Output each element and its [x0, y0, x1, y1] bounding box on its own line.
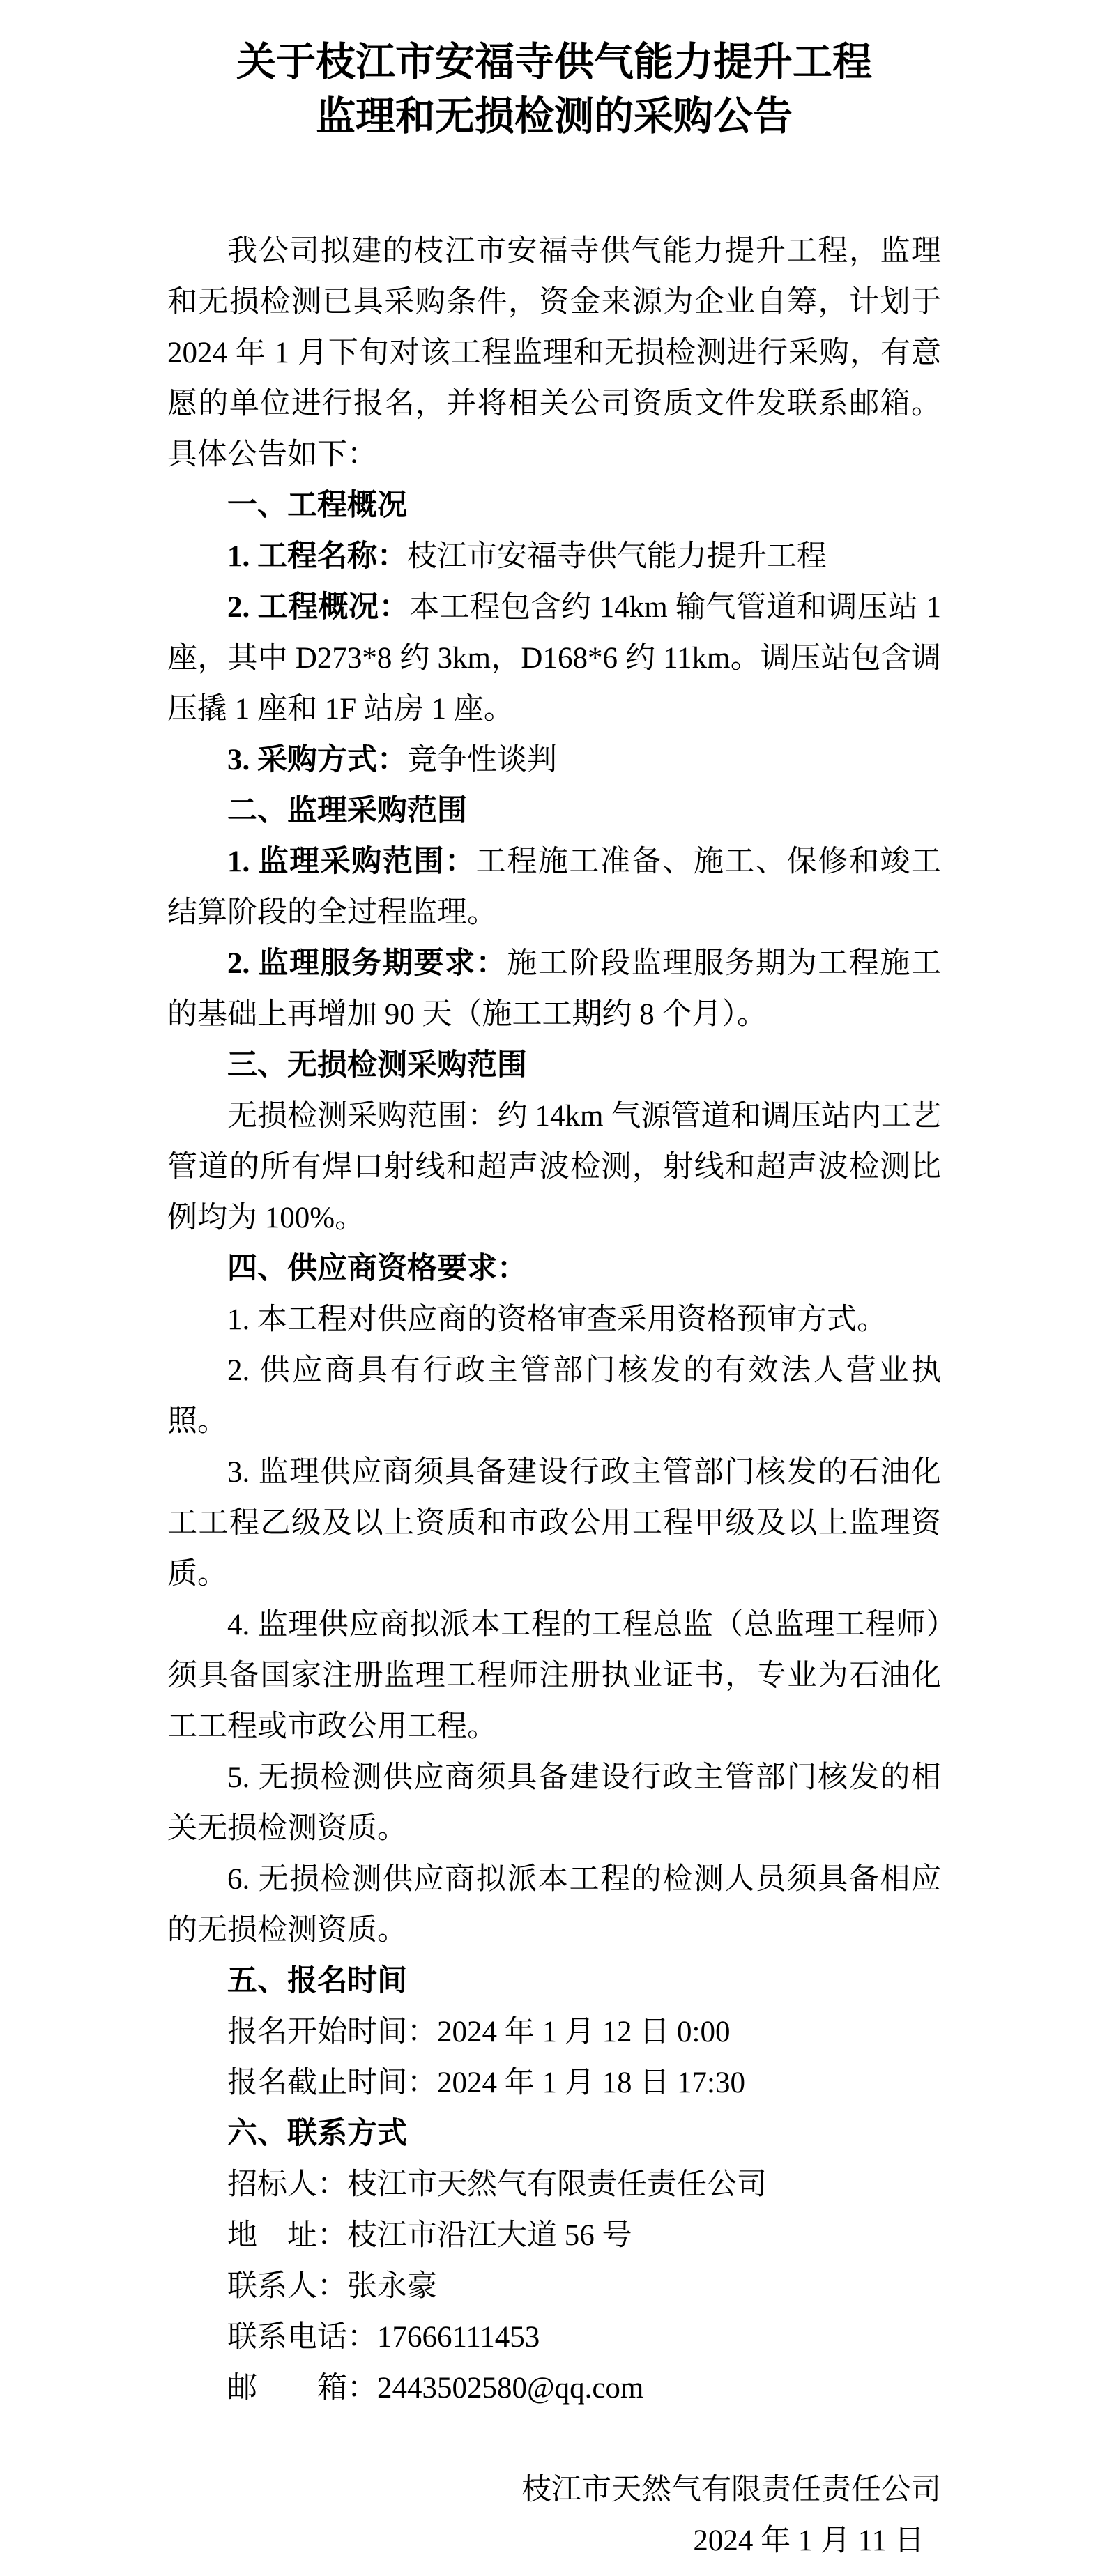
procurement-method-label: 3. 采购方式： [227, 744, 407, 776]
procurement-method-item [167, 735, 941, 785]
supervision-period-item [167, 938, 941, 1040]
supervision-scope-item [167, 836, 941, 938]
supervision-scope-value: 工程施工准备、施工、保修和竣工结算阶段的全过程监理。 [167, 845, 942, 929]
qualification-item-3: 3. 监理供应商须具备建设行政主管部门核发的石油化工工程乙级及以上资质和市政公用工程甲级及以上监理资质。 [167, 1456, 941, 1590]
supervision-period-value: 施工阶段监理服务期为工程施工的基础上再增加 90 天（施工工期约 8 个月）。 [167, 947, 942, 1031]
section-2-heading: 二、监理采购范围 [227, 794, 467, 827]
project-name-label: 1. 工程名称： [227, 540, 407, 573]
qualification-item-5: 5. 无损检测供应商须具备建设行政主管部门核发的相关无损检测资质。 [167, 1761, 941, 1845]
tenderee-line: 招标人：枝江市天然气有限责任责任公司 [227, 2168, 767, 2201]
signature-date: 2024 年 1 月 11 日 [693, 2524, 924, 2557]
supervision-scope-label: 1. 监理采购范围： [227, 845, 476, 878]
project-name-value: 枝江市安福寺供气能力提升工程 [407, 540, 827, 573]
doc-title [167, 35, 941, 144]
signup-deadline-line: 报名截止时间：2024 年 1 月 18 日 17:30 [227, 2067, 745, 2099]
section-1-heading: 一、工程概况 [227, 489, 407, 522]
section-5-heading: 五、报名时间 [227, 1964, 407, 1998]
supervision-period-label: 2. 监理服务期要求： [227, 947, 507, 980]
project-overview-item [167, 582, 941, 735]
qualification-item-1: 1. 本工程对供应商的资格审查采用资格预审方式。 [227, 1303, 887, 1336]
intro-paragraph: 我公司拟建的枝江市安福寺供气能力提升工程，监理和无损检测已具采购条件，资金来源为企业自筹，计划于 2024 年 1 月下旬对该工程监理和无损检测进行采购，有意愿的单位进行报名，并将相关公司资质文件发联系邮箱。具体公告如下： [167, 235, 941, 471]
section-6-heading: 六、联系方式 [227, 2117, 407, 2150]
email-line: 邮 箱：2443502580@qq.com [227, 2372, 644, 2405]
signature-company: 枝江市天然气有限责任责任公司 [521, 2474, 941, 2506]
blank-line [167, 2414, 941, 2464]
qualification-item-6: 6. 无损检测供应商拟派本工程的检测人员须具备相应的无损检测资质。 [167, 1863, 941, 1947]
section-4-heading: 四、供应商资格要求： [227, 1252, 527, 1285]
doc-title-line-2: 监理和无损检测的采购公告 [316, 94, 793, 139]
ndt-scope-paragraph: 无损检测采购范围：约 14km 气源管道和调压站内工艺管道的所有焊口射线和超声波检测，射线和超声波检测比例均为 100%。 [167, 1100, 941, 1234]
contact-person-line: 联系人：张永豪 [227, 2270, 437, 2303]
section-3-heading: 三、无损检测采购范围 [227, 1048, 527, 1082]
project-overview-value: 本工程包含约 14km 输气管道和调压站 1 座，其中 D273*8 约 3km，D168*6 约 11km。调压站包含调压撬 1 座和 1F 站房 1 座。 [167, 591, 942, 726]
signup-start-line: 报名开始时间：2024 年 1 月 12 日 0:00 [227, 2016, 731, 2048]
qualification-item-2: 2. 供应商具有行政主管部门核发的有效法人营业执照。 [167, 1354, 941, 1438]
doc-title-line-1: 关于枝江市安福寺供气能力提升工程 [236, 40, 872, 84]
qualification-item-4: 4. 监理供应商拟派本工程的工程总监（总监理工程师）须具备国家注册监理工程师注册执业证书，专业为石油化工工程或市政公用工程。 [167, 1609, 941, 1743]
address-line: 地 址：枝江市沿江大道 56 号 [227, 2219, 632, 2252]
procurement-method-value: 竞争性谈判 [407, 744, 557, 776]
project-name-item [167, 531, 941, 582]
project-overview-label: 2. 工程概况： [227, 591, 410, 624]
phone-line: 联系电话：17666111453 [227, 2321, 540, 2354]
